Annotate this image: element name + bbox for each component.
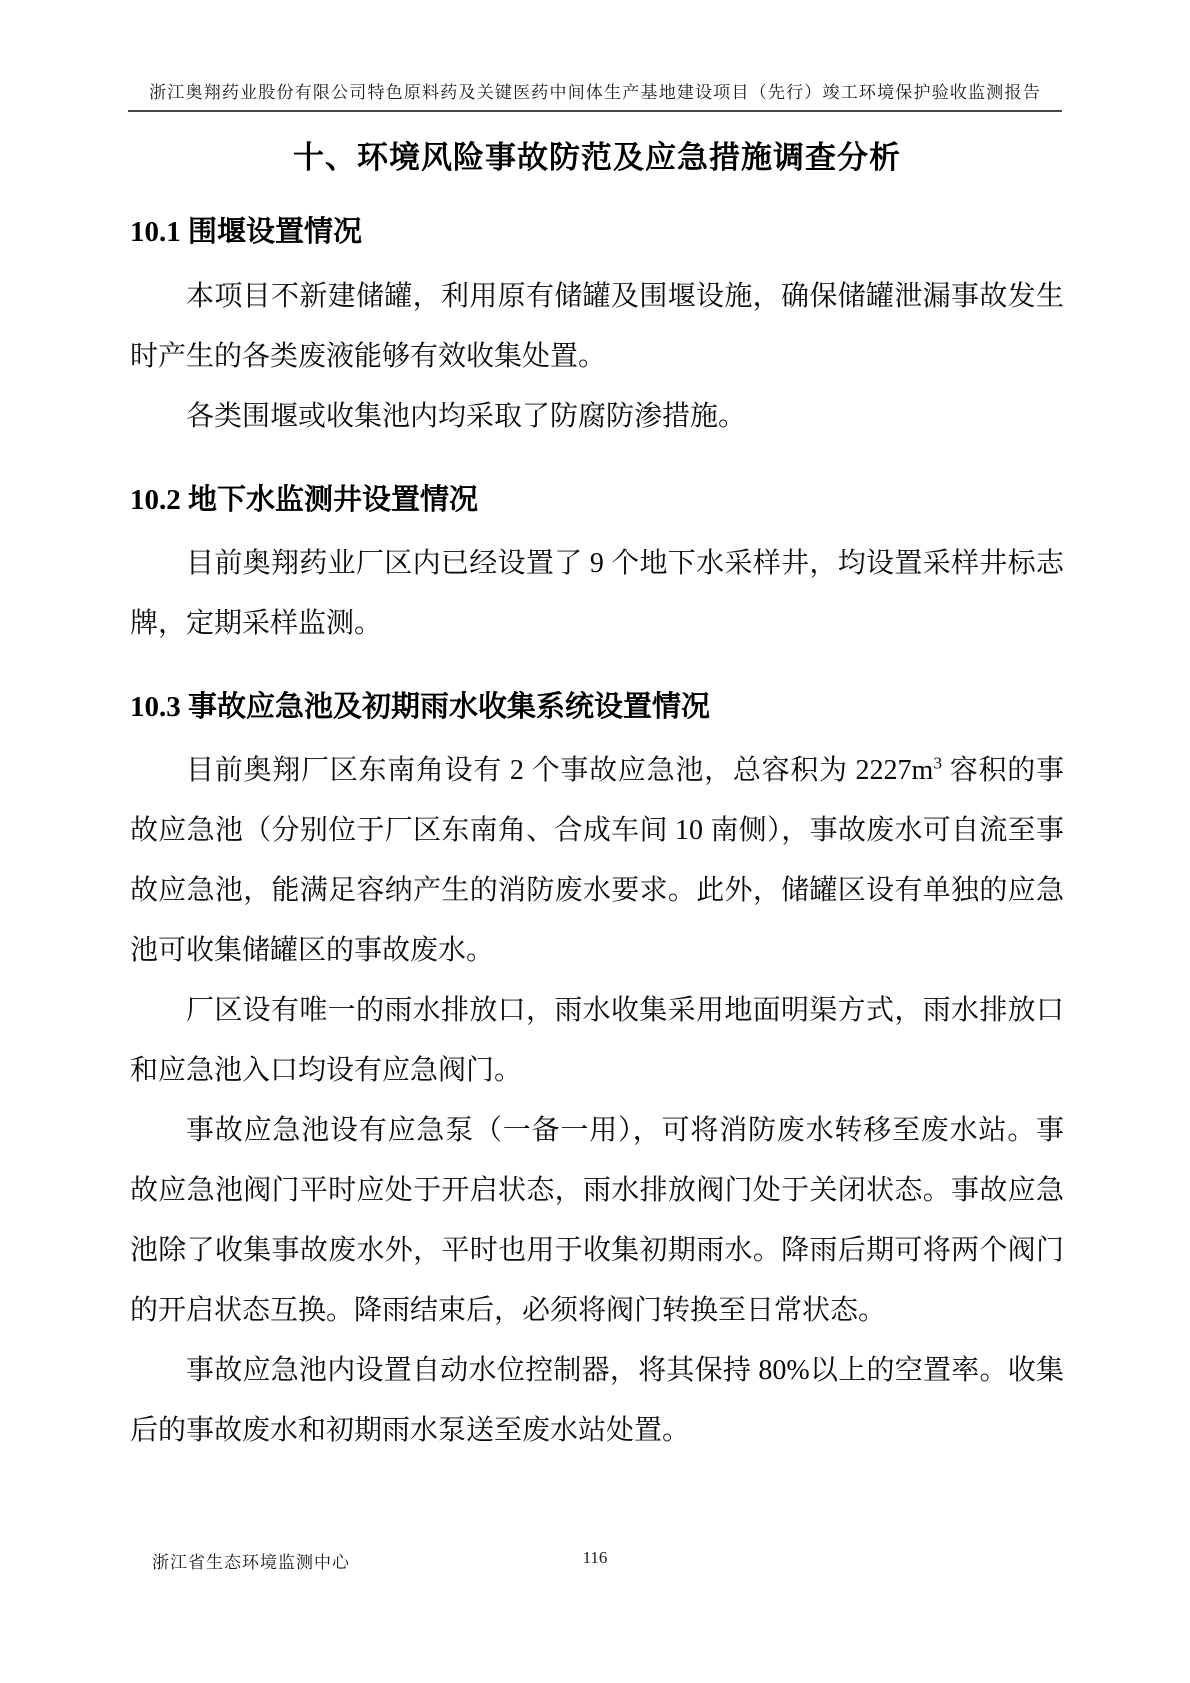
paragraph: 目前奥翔药业厂区内已经设置了 9 个地下水采样井，均设置采样井标志牌，定期采样监测。 — [130, 547, 1064, 639]
page-content — [130, 120, 1064, 1461]
section-heading-10-3: 10.3 事故应急池及初期雨水收集系统设置情况 — [130, 690, 711, 723]
page-title: 十、环境风险事故防范及应急措施调查分析 — [293, 140, 901, 175]
paragraph: 本项目不新建储罐，利用原有储罐及围堰设施，确保储罐泄漏事故发生时产生的各类废液能够有效收集处置。 — [130, 280, 1064, 372]
superscript-cubic-meter: 3 — [933, 753, 943, 773]
paragraph: 事故应急池内设置自动水位控制器，将其保持 80%以上的空置率。收集后的事故废水和初期雨水泵送至废水站处置。 — [130, 1354, 1064, 1446]
footer-page-number: 116 — [582, 1548, 608, 1567]
running-header: 浙江奥翔药业股份有限公司特色原料药及关键医药中间体生产基地建设项目（先行）竣工环境保护验收监测报告 — [128, 78, 1062, 112]
paragraph: 各类围堰或收集池内均采取了防腐防渗措施。 — [186, 400, 747, 432]
paragraph: 厂区设有唯一的雨水排放口，雨水收集采用地面明渠方式，雨水排放口和应急池入口均设有应急阀门。 — [130, 994, 1064, 1086]
section-heading-10-1: 10.1 围堰设置情况 — [130, 216, 363, 249]
section-heading-10-2: 10.2 地下水监测井设置情况 — [130, 483, 479, 516]
footer-organization: 浙江省生态环境监测中心 — [152, 1553, 350, 1572]
paragraph — [130, 741, 1064, 981]
page-footer — [0, 1548, 1190, 1578]
paragraph: 事故应急池设有应急泵（一备一用），可将消防废水转移至废水站。事故应急池阀门平时应处于开启状态，雨水排放阀门处于关闭状态。事故应急池除了收集事故废水外，平时也用于收集初期雨水。降雨后期可将两个阀门的开启状态互换。降雨结束后，必须将阀门转换至日常状态。 — [130, 1114, 1064, 1326]
paragraph-text-before-superscript: 目前奥翔厂区东南角设有 2 个事故应急池，总容积为 2227m — [186, 754, 934, 786]
paragraph-text-after-superscript: 容积的事故应急池（分别位于厂区东南角、合成车间 10 南侧），事故废水可自流至事故应急池，能满足容纳产生的消防废水要求。此外，储罐区设有单独的应急池可收集储罐区的事故废水。 — [130, 754, 1064, 966]
